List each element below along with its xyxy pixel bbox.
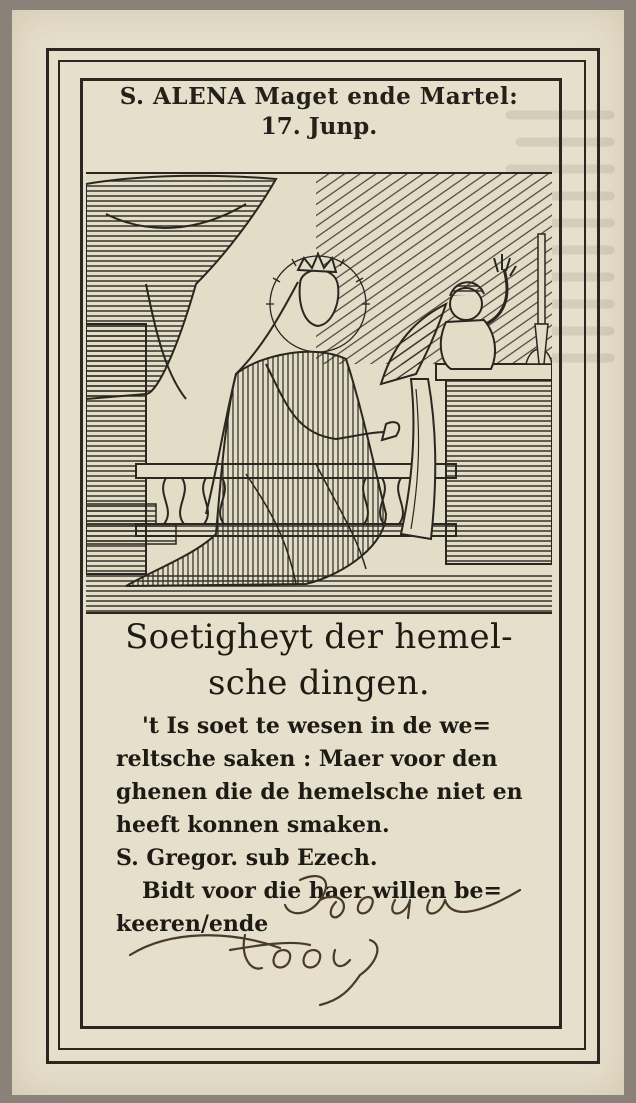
feast-date: 17. Junp.: [260, 113, 378, 140]
woodcut-illustration: [86, 172, 552, 614]
body-line: heeft konnen smaken.: [116, 812, 390, 838]
altar: [446, 374, 552, 564]
body-line: reltsche saken : Maer voor den: [116, 746, 498, 772]
headline-line-2: sche dingen.: [207, 663, 431, 703]
body-line: ghenen die de hemelsche niet en: [116, 779, 523, 805]
headline-line-1: Soetigheyt der hemel-: [125, 617, 513, 657]
caption-text-block: [94, 612, 544, 941]
saint-name-header: S. ALENA Maget ende Martel:: [119, 83, 519, 110]
body-line: Bidt voor die haer willen be=: [142, 878, 502, 904]
body-line: keeren/ende: [116, 911, 269, 937]
woodcut-scene: [86, 174, 552, 612]
body-line: 't Is soet te wesen in de we=: [142, 713, 491, 739]
citation-line: S. Gregor. sub Ezech.: [116, 845, 378, 871]
